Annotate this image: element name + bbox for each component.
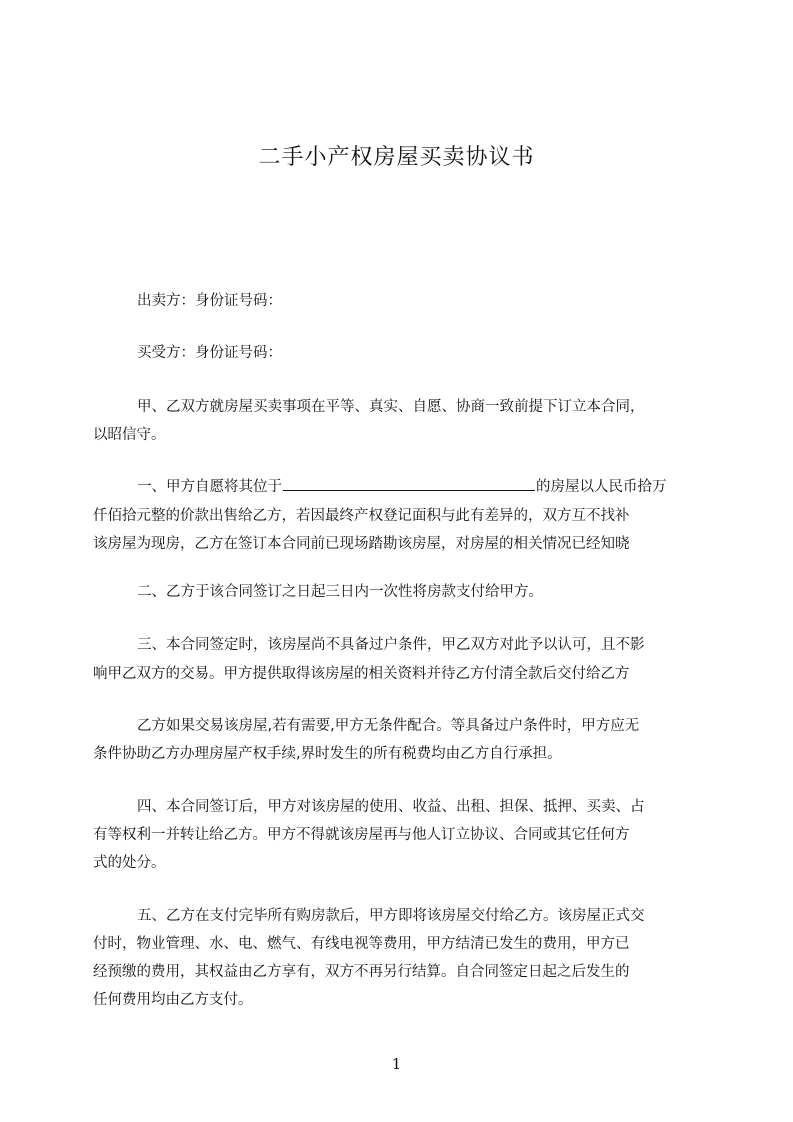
clause-1-line-2: 仟佰拾元整的价款出售给乙方，若因最终产权登记面积与此有差异的，双方互不找补	[93, 508, 630, 524]
clause-2-text: 二、乙方于该合同签订之日起三日内一次性将房款支付给甲方。	[137, 584, 543, 600]
clause-3-line-1: 三、本合同签定时，该房屋尚不具备过户条件，甲乙双方对此予以认可，且不影	[137, 637, 645, 653]
address-blank	[283, 475, 535, 491]
intro-line-2: 以昭信守。	[93, 427, 166, 443]
clause-5-line-3: 经预缴的费用，其权益由乙方享有，双方不再另行结算。自合同签定日起之后发生的	[93, 964, 630, 980]
clause-1-suffix: 的房屋以人民币拾万	[536, 479, 667, 495]
clause-5-line-1: 五、乙方在支付完毕所有购房款后，甲方即将该房屋交付给乙方。该房屋正式交	[137, 908, 645, 924]
clause-4-line-3: 式的处分。	[93, 855, 166, 871]
clause-3b-line-2: 条件协助乙方办理房屋产权手续,界时发生的所有税费均由乙方自行承担。	[93, 746, 562, 762]
page-number: 1	[391, 1055, 402, 1073]
clause-5-line-4: 任何费用均由乙方支付。	[93, 992, 253, 1008]
clause-3b-line-1: 乙方如果交易该房屋,若有需要,甲方无条件配合。等具备过户条件时，甲方应无	[137, 718, 640, 734]
document-title: 二手小产权房屋买卖协议书	[258, 145, 535, 170]
clause-1-line-3: 该房屋为现房，乙方在签订本合同前已现场踏勘该房屋，对房屋的相关情况已经知晓	[93, 536, 630, 552]
clause-4-line-1: 四、本合同签订后，甲方对该房屋的使用、收益、出租、担保、抵押、买卖、占	[137, 799, 645, 815]
clause-1-prefix: 一、甲方自愿将其位于	[137, 479, 282, 495]
intro-line-1: 甲、乙双方就房屋买卖事项在平等、真实、自愿、协商一致前提下订立本合同，	[137, 399, 645, 415]
clause-3-line-2: 响甲乙双方的交易。甲方提供取得该房屋的相关资料并待乙方付清全款后交付给乙方	[93, 666, 630, 682]
clause-5-line-2: 付时，物业管理、水、电、燃气、有线电视等费用，甲方结清已发生的费用，甲方已	[93, 936, 630, 952]
seller-text: 出卖方：身份证号码：	[137, 293, 282, 309]
buyer-text: 买受方：身份证号码：	[137, 345, 282, 361]
clause-4-line-2: 有等权利一并转让给乙方。甲方不得就该房屋再与他人订立协议、合同或其它任何方	[93, 827, 630, 843]
clause-1-line-1	[137, 473, 667, 502]
